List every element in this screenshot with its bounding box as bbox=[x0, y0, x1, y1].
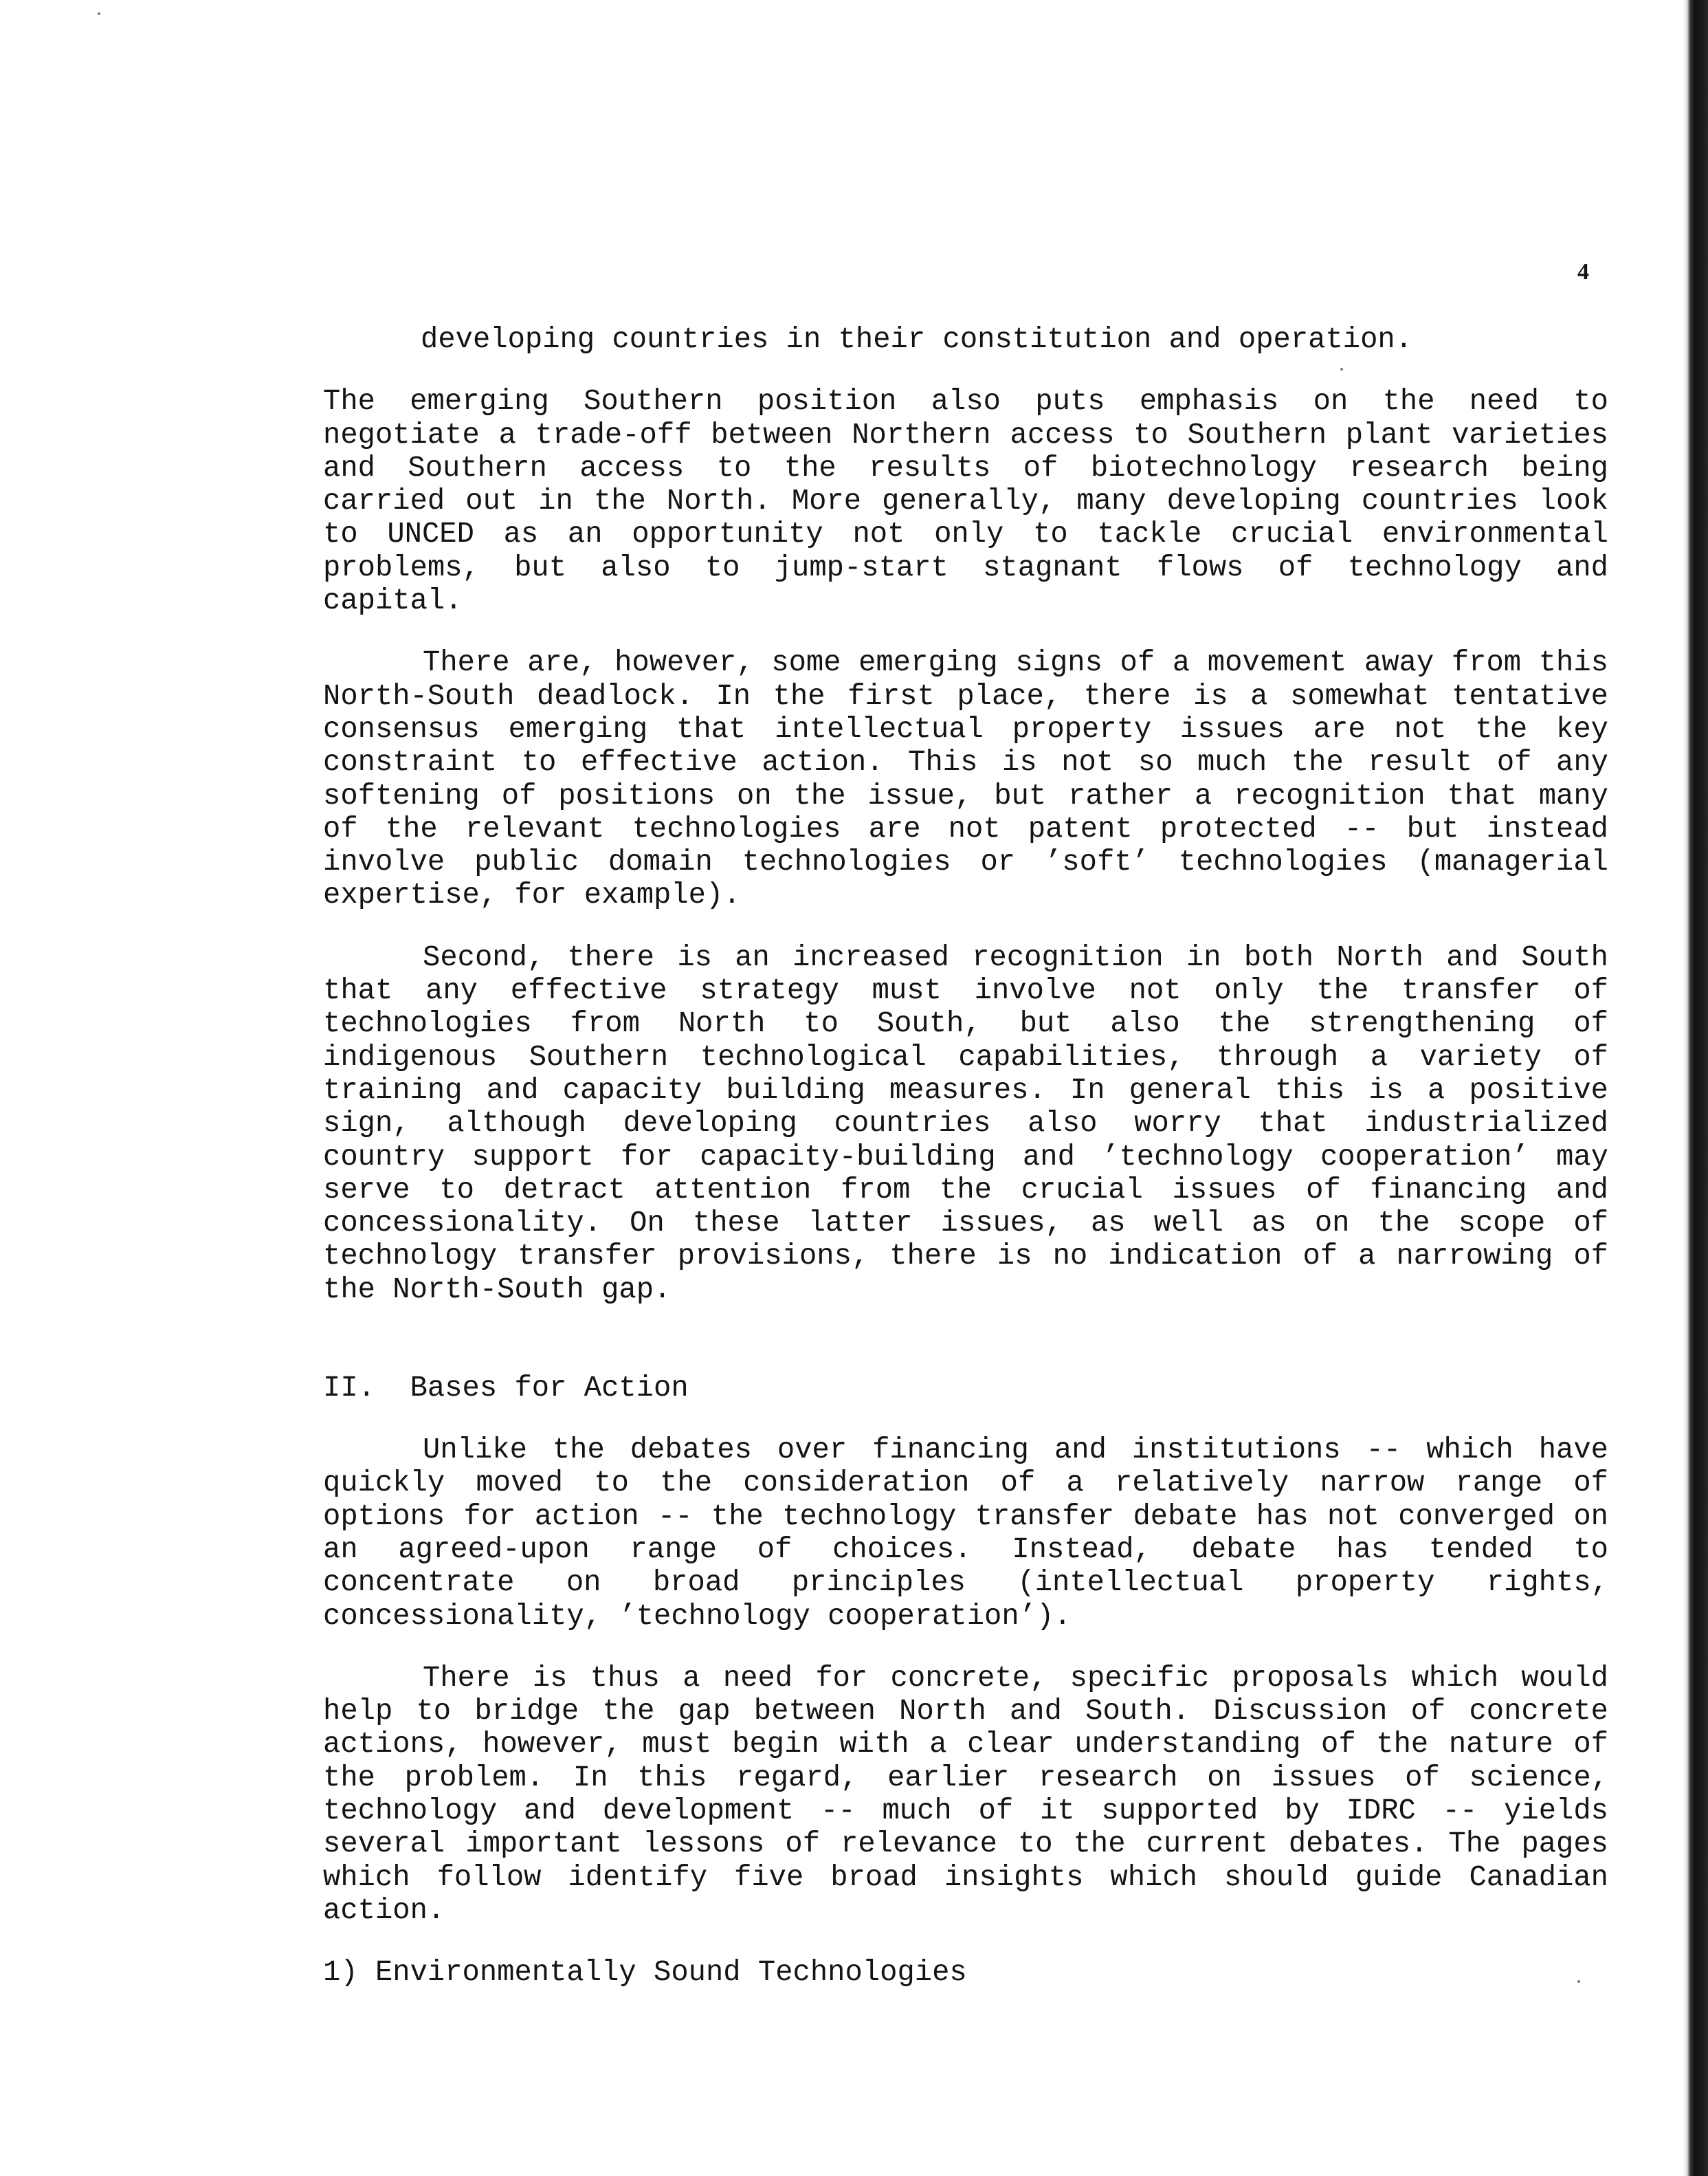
paragraph-emerging-signs: There are, however, some emerging signs of a movement away from this North-South deadlock. In the first place, there is a somewhat tentative consensus emerging that intellectual property issues are not the key constraint to effective action. This is not so much the result of any softening of positions on the issue, but rather a recognition that many of the relevant technologies are not patent protected -- but instead involve public domain technologies or ’soft’ technologies (managerial expertise, for example). bbox=[323, 646, 1608, 912]
document-body bbox=[323, 323, 1608, 1989]
paragraph-debates: Unlike the debates over financing and institutions -- which have quickly moved to the consideration of a relatively narrow range of options for action -- the technology transfer debate has not converged on an agreed-upon range of choices. Instead, debate has tended to concentrate on broad principles (intellectual property rights, concessionality, ’technology cooperation’). bbox=[323, 1433, 1608, 1633]
paragraph-continuation: developing countries in their constitution and operation. bbox=[421, 323, 1413, 356]
subsection-heading-environmentally-sound-technologies: 1) Environmentally Sound Technologies bbox=[323, 1956, 967, 1990]
page-number: 4 bbox=[1577, 259, 1589, 285]
scan-speck bbox=[98, 12, 100, 15]
section-heading-bases-for-action: II. Bases for Action bbox=[323, 1372, 689, 1405]
scanned-page-edge bbox=[1683, 0, 1708, 2176]
paragraph-concrete-proposals: There is thus a need for concrete, specific proposals which would help to bridge the gap between North and South. Discussion of concrete actions, however, must begin with a clear understanding of the nature of the problem. In this regard, earlier research on issues of science, technology and development -- much of it supported by IDRC -- yields several important lessons of relevance to the current debates. The pages which follow identify five broad insights which should guide Canadian action. bbox=[323, 1661, 1608, 1927]
paragraph-southern-position: The emerging Southern position also puts emphasis on the need to negotiate a trade-off between Northern access to Southern plant varieties and Southern access to the results of biotechnology research being carried out in the North. More generally, many developing countries look to UNCED as an opportunity not only to tackle crucial environmental problems, but also to jump-start stagnant flows of technology and capital. bbox=[323, 385, 1608, 618]
paragraph-increased-recognition: Second, there is an increased recognition in both North and South that any effective strategy must involve not only the transfer of technologies from North to South, but also the strengthening of indigenous Southern technological capabilities, through a variety of training and capacity building measures. In general this is a positive sign, although developing countries also worry that industrialized country support for capacity-building and ’technology cooperation’ may serve to detract attention from the crucial issues of financing and concessionality. On these latter issues, as well as on the scope of technology transfer provisions, there is no indication of a narrowing of the North-South gap. bbox=[323, 941, 1608, 1306]
